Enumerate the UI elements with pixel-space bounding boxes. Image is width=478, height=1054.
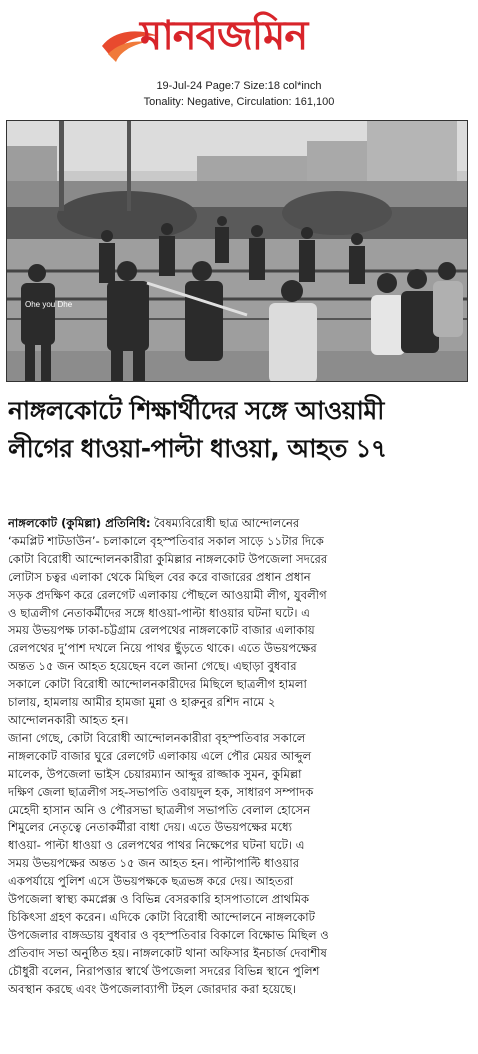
clipping-meta-tonality: Tonality: Negative, Circulation: 161,100 (143, 96, 335, 108)
article-line: ধাওয়া- পাল্টা ধাওয়া ও রেলপথের পাথর নিক্ষেপের ঘটনা ঘটে। এ (8, 838, 305, 853)
article-line: অবস্থান করছে এবং উপজেলাব্যাপী টহল জোরদার করা হয়েছে। (8, 981, 296, 996)
news-photo-illustration (7, 121, 468, 382)
article-line: ‘কমপ্লিট শাটডাউন’- চলাকালে বৃহস্পতিবার সকাল সাড়ে ১১টার দিকে (8, 533, 324, 548)
article-line: সড়ক প্রদক্ষিণ করে রেলগেট এলাকায় পৌছলে আওয়ামী লীগ, যুবলীগ (8, 587, 327, 602)
article-line: সময় উভয়পক্ষ ঢাকা-চট্টগ্রাম রেলপথের নাঙ্গলকোট বাজার এলাকায় (8, 623, 315, 638)
article-line: সময় উভয়পক্ষের অন্তত ১৫ জন আহত হন। পাল্টাপাল্টি ধাওয়ার (8, 856, 300, 871)
article-line: রেলপথের দু’পাশ দখলে নিয়ে পাথর ছুঁড়তে থাকে। এতে উভয়পক্ষের (8, 641, 317, 656)
newspaper-logo: মানবজমিন (140, 12, 308, 59)
article-line: শিমুলের নেতৃত্বে নেতাকর্মীরা বাধা দেয়। এতে উভয়পক্ষের মধ্যে (8, 820, 292, 835)
photo-shirt-text: Ohe you Dhe (25, 300, 73, 309)
article-line: চৌধুরী বলেন, নিরাপত্তার স্বার্থে উপজেলা সদরের বিভিন্ন স্থানে পুলিশ (8, 963, 320, 978)
headline-line-2: লীগের ধাওয়া-পাল্টা ধাওয়া, আহত ১৭ (8, 434, 387, 463)
article-line: কোটা বিরোধী আন্দোলনকারীরা কুমিল্লার নাঙ্গলকোট উপজেলা সদরের (8, 551, 328, 566)
news-photo (6, 120, 468, 382)
article-line: দক্ষিণ জেলা ছাত্রলীগ সহ-সভাপতি ওবায়দুল হক, সাধারণ সম্পাদক (8, 784, 314, 799)
article-line: চালায়, হামলায় আমীর হামজা মুন্না ও হারুনুর রশিদ নামে ২ (8, 695, 276, 710)
article-line: একপর্যায়ে পুলিশ এসে উভয়পক্ষকে ছত্রভঙ্গ করে দেয়। আহতরা (8, 874, 294, 889)
article-line: ও ছাত্রলীগ নেতাকর্মীদের সঙ্গে ধাওয়া-পাল্টা ধাওয়ার ঘটনা ঘটে। এ (8, 605, 310, 620)
article-line: নাঙ্গলকোট বাজার ঘুরে রেলগেট এলাকায় এলে পৌর মেয়র আব্দুল (8, 748, 312, 763)
article-line: আন্দোলনকারী আহত হন। (8, 712, 129, 727)
article-line: লোটাস চত্বর এলাকা থেকে মিছিল বের করে বাজারের প্রধান প্রধান (8, 569, 311, 584)
article-line: জানা গেছে, কোটা বিরোধী আন্দোলনকারীরা বৃহস্পতিবার সকালে (8, 730, 306, 745)
article-line: নাঙ্গলকোট (কুমিল্লা) প্রতিনিধি: বৈষম্যবিরোধী ছাত্র আন্দোলনের (8, 516, 300, 530)
article-line: মালেক, উপজেলা ভাইস চেয়ারম্যান আব্দুর রাজ্জাক সুমন, কুমিল্লা (8, 766, 302, 781)
masthead (0, 0, 478, 80)
article-line: প্রতিবাদ সভা অনুষ্ঠিত হয়। নাঙ্গলকোট থানা অফিসার ইনচার্জ দেবাশীষ (8, 945, 327, 960)
article-byline: নাঙ্গলকোট (কুমিল্লা) প্রতিনিধি: (8, 516, 151, 530)
article-line: চিকিৎসা গ্রহণ করেন। এদিকে কোটা বিরোধী আন্দোলনে নাঙ্গলকোট (8, 909, 315, 924)
article-line: উপজেলার বাঙ্গড্ডায় বুধবার ও বৃহস্পতিবার বিকালে বিক্ষোভ মিছিল ও (8, 927, 329, 942)
article-line: মেহেদী হাসান অনি ও পৌরসভা ছাত্রলীগ সভাপতি বেলাল হোসেন (8, 802, 311, 817)
clipping-meta-date: 19-Jul-24 Page:7 Size:18 col*inch (156, 80, 322, 92)
article-line: অন্তত ১৫ জন আহত হয়েছেন বলে জানা গেছে। এছাড়া বুধবার (8, 659, 297, 674)
article-body (8, 515, 472, 998)
headline (8, 392, 470, 468)
article-line: উপজেলা স্বাস্থ্য কমপ্লেক্স ও বিভিন্ন বেসরকারি হাসপাতালে প্রাথমিক (8, 892, 310, 907)
article-line: সকালে কোটা বিরোধী আন্দোলনকারীদের মিছিলে ছাত্রলীগ হামলা (8, 677, 307, 692)
headline-line-1: নাঙ্গলকোটে শিক্ষার্থীদের সঙ্গে আওয়ামী (8, 396, 384, 425)
